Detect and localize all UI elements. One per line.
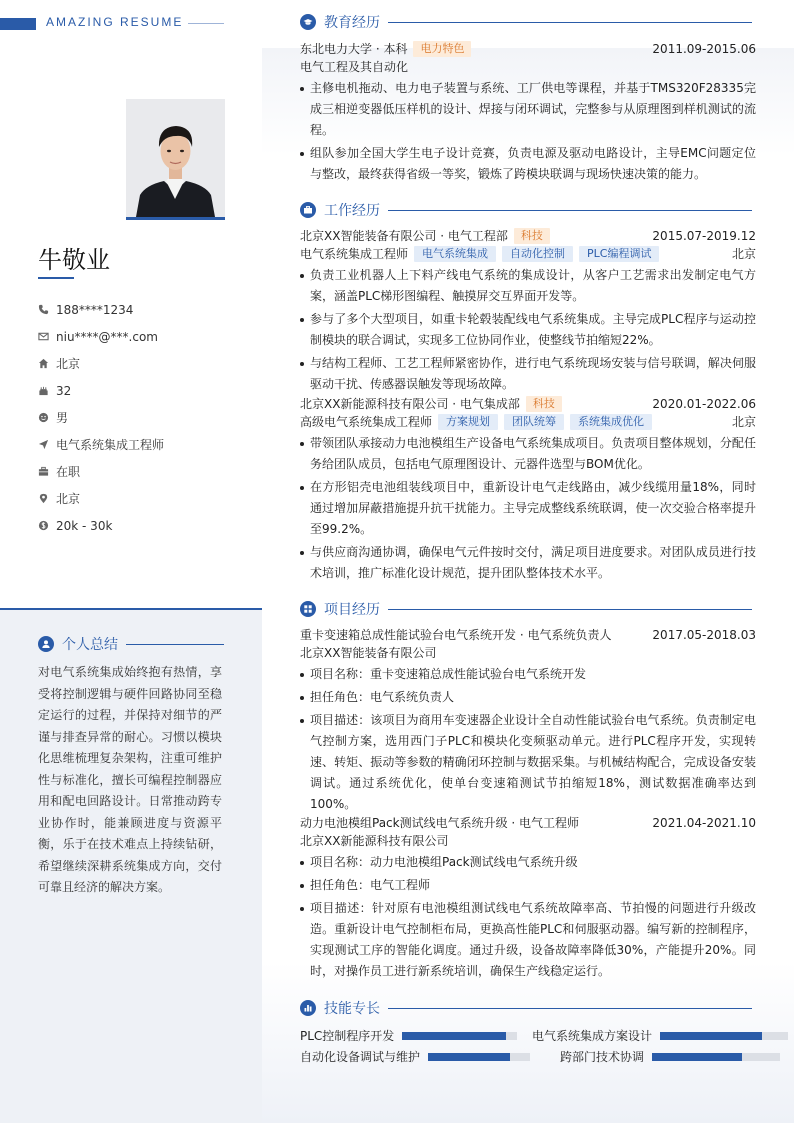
- list-item: 与供应商沟通协调，确保电气元件按时交付，满足项目进度要求。对团队成员进行技术培训，推广标准化设计规范，提升团队整体技术水平。: [300, 542, 756, 584]
- job-1-bullets: [300, 265, 756, 395]
- user-icon: [38, 636, 54, 652]
- info-gender: [38, 404, 238, 431]
- smile-icon: [38, 412, 49, 423]
- summary-title-line: [126, 644, 224, 645]
- skill-name: 跨部门技术协调: [560, 1050, 645, 1064]
- job-2-company: 北京XX新能源科技有限公司 · 电气集成部: [300, 397, 520, 411]
- job-1-period: 2015.07-2019.12: [652, 229, 756, 243]
- job-1-city: 北京: [731, 247, 756, 261]
- brand-title: AMAZING RESUME: [46, 15, 184, 29]
- skill-name: PLC控制程序开发: [300, 1029, 395, 1043]
- info-salary: [38, 512, 238, 539]
- skill-item: [532, 1027, 788, 1044]
- job-2-header: [300, 395, 756, 413]
- location-text: 北京: [56, 492, 81, 506]
- project-2-name: 动力电池模组Pack测试线电气系统升级 · 电气工程师: [300, 816, 580, 830]
- list-item: 组队参加全国大学生电子设计竞赛，负责电源及驱动电路设计，主导EMC问题定位与整改，最终获得省级一等奖，锻炼了跨模块联调与现场快速决策的能力。: [300, 143, 756, 185]
- list-item: 参与了多个大型项目，如重卡轮毂装配线电气系统集成。主导完成PLC程序与运动控制模块的联合调试，实现多工位协同作业，使整线节拍缩短22%。: [300, 309, 756, 351]
- list-item: 负责工业机器人上下料产线电气系统的集成设计，从客户工艺需求出发制定电气方案，涵盖PLC梯形图编程、触摸屏交互界面开发等。: [300, 265, 756, 307]
- projects-title-line: [388, 609, 752, 610]
- projects-title: 项目经历: [324, 602, 380, 618]
- project-1-name: 重卡变速箱总成性能试验台电气系统开发 · 电气系统负责人: [300, 628, 612, 642]
- status-text: 在职: [56, 465, 81, 479]
- job-2-skill: 团队统筹: [504, 414, 564, 430]
- skill-bar: [428, 1053, 530, 1061]
- project-1-period: 2017.05-2018.03: [652, 628, 756, 642]
- list-item: 担任角色：电气系统负责人: [300, 687, 756, 708]
- info-phone: [38, 296, 238, 323]
- summary-title: 个人总结: [62, 637, 118, 653]
- project-1-company-row: [300, 644, 756, 662]
- education-bullets: [300, 78, 756, 185]
- project-1-header: [300, 626, 756, 644]
- job-1-skill: 电气系统集成: [414, 246, 496, 262]
- job-2-bullets: [300, 433, 756, 584]
- info-email: [38, 323, 238, 350]
- education-header-row: [300, 40, 756, 58]
- grid-icon: [300, 601, 316, 617]
- job-1-role: 电气系统集成工程师: [300, 247, 409, 261]
- job-2-role: 高级电气系统集成工程师: [300, 415, 433, 429]
- email-text: niu****@***.com: [56, 329, 158, 344]
- education-school: 东北电力大学 · 本科: [300, 42, 408, 56]
- project-2-period: 2021.04-2021.10: [652, 816, 756, 830]
- name-underline: [38, 277, 74, 279]
- info-age: [38, 377, 238, 404]
- gender-text: 男: [56, 411, 69, 425]
- info-location: [38, 485, 238, 512]
- skill-item: [300, 1048, 560, 1065]
- brand-bar: [0, 18, 36, 30]
- project-2-company-row: [300, 832, 756, 850]
- job-2-period: 2020.01-2022.06: [652, 397, 756, 411]
- skill-bar: [660, 1032, 788, 1040]
- projects-heading: [300, 599, 752, 619]
- job-1-header: [300, 227, 756, 245]
- skill-item: [560, 1048, 780, 1065]
- education-major: 电气工程及其自动化: [300, 60, 409, 74]
- project-1-company: 北京XX智能装备有限公司: [300, 646, 437, 660]
- project-2-company: 北京XX新能源科技有限公司: [300, 834, 449, 848]
- money-icon: [38, 520, 49, 531]
- skills-title: 技能专长: [324, 1001, 380, 1017]
- list-item: 带领团队承接动力电池模组生产设备电气系统集成项目。负责项目整体规划，分配任务给团队成员，包括电气原理图设计、元器件选型与BOM优化。: [300, 433, 756, 475]
- work-heading: [300, 200, 752, 220]
- list-item: 与结构工程师、工艺工程师紧密协作，进行电气系统现场安装与信号联调，解决伺服驱动干扰、传感器误触发等现场故障。: [300, 353, 756, 395]
- contact-info: [38, 296, 238, 539]
- briefcase-icon: [38, 466, 49, 477]
- summary-text: 对电气系统集成始终抱有热情，享受将控制逻辑与硬件回路协同至稳定运行的过程，并保持对细节的严谨与排查异常的耐心。习惯以模块化思维梳理复杂架构，注重可维护性与标准化，擅长可编程控制器应用和配电回路设计。日常推动跨专业协作时，能兼顾进度与资源平衡，乐于在技术难点上持续钻研，希望继续深耕系统集成方向，交付可靠且经济的解决方案。: [38, 665, 222, 894]
- mail-icon: [38, 331, 49, 342]
- education-major-row: [300, 58, 756, 76]
- avatar-image: [126, 99, 225, 217]
- project-2-header: [300, 814, 756, 832]
- job-1-company: 北京XX智能装备有限公司 · 电气工程部: [300, 229, 508, 243]
- education-heading: [300, 12, 752, 32]
- phone-text: 188****1234: [56, 302, 134, 317]
- send-icon: [38, 439, 49, 450]
- cake-icon: [38, 385, 49, 396]
- position-text: 电气系统集成工程师: [56, 438, 165, 452]
- info-city: [38, 350, 238, 377]
- summary-heading: [38, 634, 224, 654]
- project-1-bullets: [300, 664, 756, 815]
- briefcase-icon: [300, 202, 316, 218]
- list-item: 项目描述：该项目为商用车变速器企业设计全自动性能试验台电气系统。负责制定电气控制方案，选用西门子PLC和模块化变频驱动单元。进行PLC程序开发，实现转速、转矩、振动等参数的精确闭环控制与数据采集。与机械结构配合，完成设备安装调试。通过系统优化，使单台变速箱测试节拍缩短18%，测试数据准确率达到100%。: [300, 710, 756, 815]
- skills-title-line: [388, 1008, 752, 1009]
- info-status: [38, 458, 238, 485]
- skill-fill: [402, 1032, 506, 1040]
- job-2: [300, 395, 756, 584]
- skill-bar: [402, 1032, 517, 1040]
- job-2-role-row: [300, 413, 756, 431]
- skills-heading: [300, 998, 752, 1018]
- list-item: 项目名称：重卡变速箱总成性能试验台电气系统开发: [300, 664, 756, 685]
- job-1-role-row: [300, 245, 756, 263]
- bar-chart-icon: [300, 1000, 316, 1016]
- project-2-bullets: [300, 852, 756, 982]
- location-pin-icon: [38, 493, 49, 504]
- salary-text: 20k - 30k: [56, 518, 113, 533]
- list-item: 主修电机拖动、电力电子装置与系统、工厂供电等课程，并基于TMS320F28335完成三相逆变器低压样机的设计、焊接与闭环调试，完整参与从原理图到样机测试的流程。: [300, 78, 756, 141]
- education-title-line: [388, 22, 752, 23]
- job-1: [300, 227, 756, 395]
- education-tag: 电力特色: [413, 41, 471, 57]
- education-period: 2011.09-2015.06: [652, 42, 756, 56]
- city-text: 北京: [56, 357, 81, 371]
- brand-line: [188, 23, 224, 24]
- job-2-city: 北京: [731, 415, 756, 429]
- phone-icon: [38, 304, 49, 315]
- work-title-line: [388, 210, 752, 211]
- skill-item: [300, 1027, 532, 1044]
- job-2-skill: 系统集成优化: [570, 414, 652, 430]
- job-1-skill: 自动化控制: [502, 246, 573, 262]
- skill-name: 电气系统集成方案设计: [532, 1029, 653, 1043]
- skill-name: 自动化设备调试与维护: [300, 1050, 421, 1064]
- list-item: 在方形铝壳电池组装线项目中，重新设计电气走线路由，减少线缆用量18%，同时通过增加屏蔽措施提升抗干扰能力。主导完成整线系统联调，使一次交验合格率提升至99.2%。: [300, 477, 756, 540]
- person-name: 牛敬业: [38, 246, 110, 274]
- education-title: 教育经历: [324, 15, 380, 31]
- skill-row: [300, 1025, 790, 1046]
- info-position: [38, 431, 238, 458]
- skill-fill: [428, 1053, 510, 1061]
- job-1-skill: PLC编程调试: [579, 246, 659, 262]
- list-item: 项目描述：针对原有电池模组测试线电气系统故障率高、节拍慢的问题进行升级改造。重新设计电气控制柜布局，更换高性能PLC和伺服驱动器。编写新的控制程序，实现测试工序的智能化调度。通过升级，设备故障率降低30%，产能提升20%。同时，对操作员工进行新系统培训，确保生产线稳定运行。: [300, 898, 756, 982]
- age-text: 32: [56, 383, 72, 398]
- list-item: 担任角色：电气工程师: [300, 875, 756, 896]
- job-2-skill: 方案规划: [438, 414, 498, 430]
- skill-bar: [652, 1053, 780, 1061]
- project-1: [300, 626, 756, 815]
- skill-row: [300, 1046, 790, 1067]
- job-2-tag: 科技: [526, 396, 562, 412]
- skill-fill: [660, 1032, 762, 1040]
- avatar: [126, 99, 225, 220]
- work-title: 工作经历: [324, 203, 380, 219]
- job-1-tag: 科技: [514, 228, 550, 244]
- home-icon: [38, 358, 49, 369]
- list-item: 项目名称：动力电池模组Pack测试线电气系统升级: [300, 852, 756, 873]
- graduation-cap-icon: [300, 14, 316, 30]
- skill-fill: [652, 1053, 742, 1061]
- education-block: [300, 40, 756, 185]
- project-2: [300, 814, 756, 982]
- skills-list: [300, 1025, 790, 1067]
